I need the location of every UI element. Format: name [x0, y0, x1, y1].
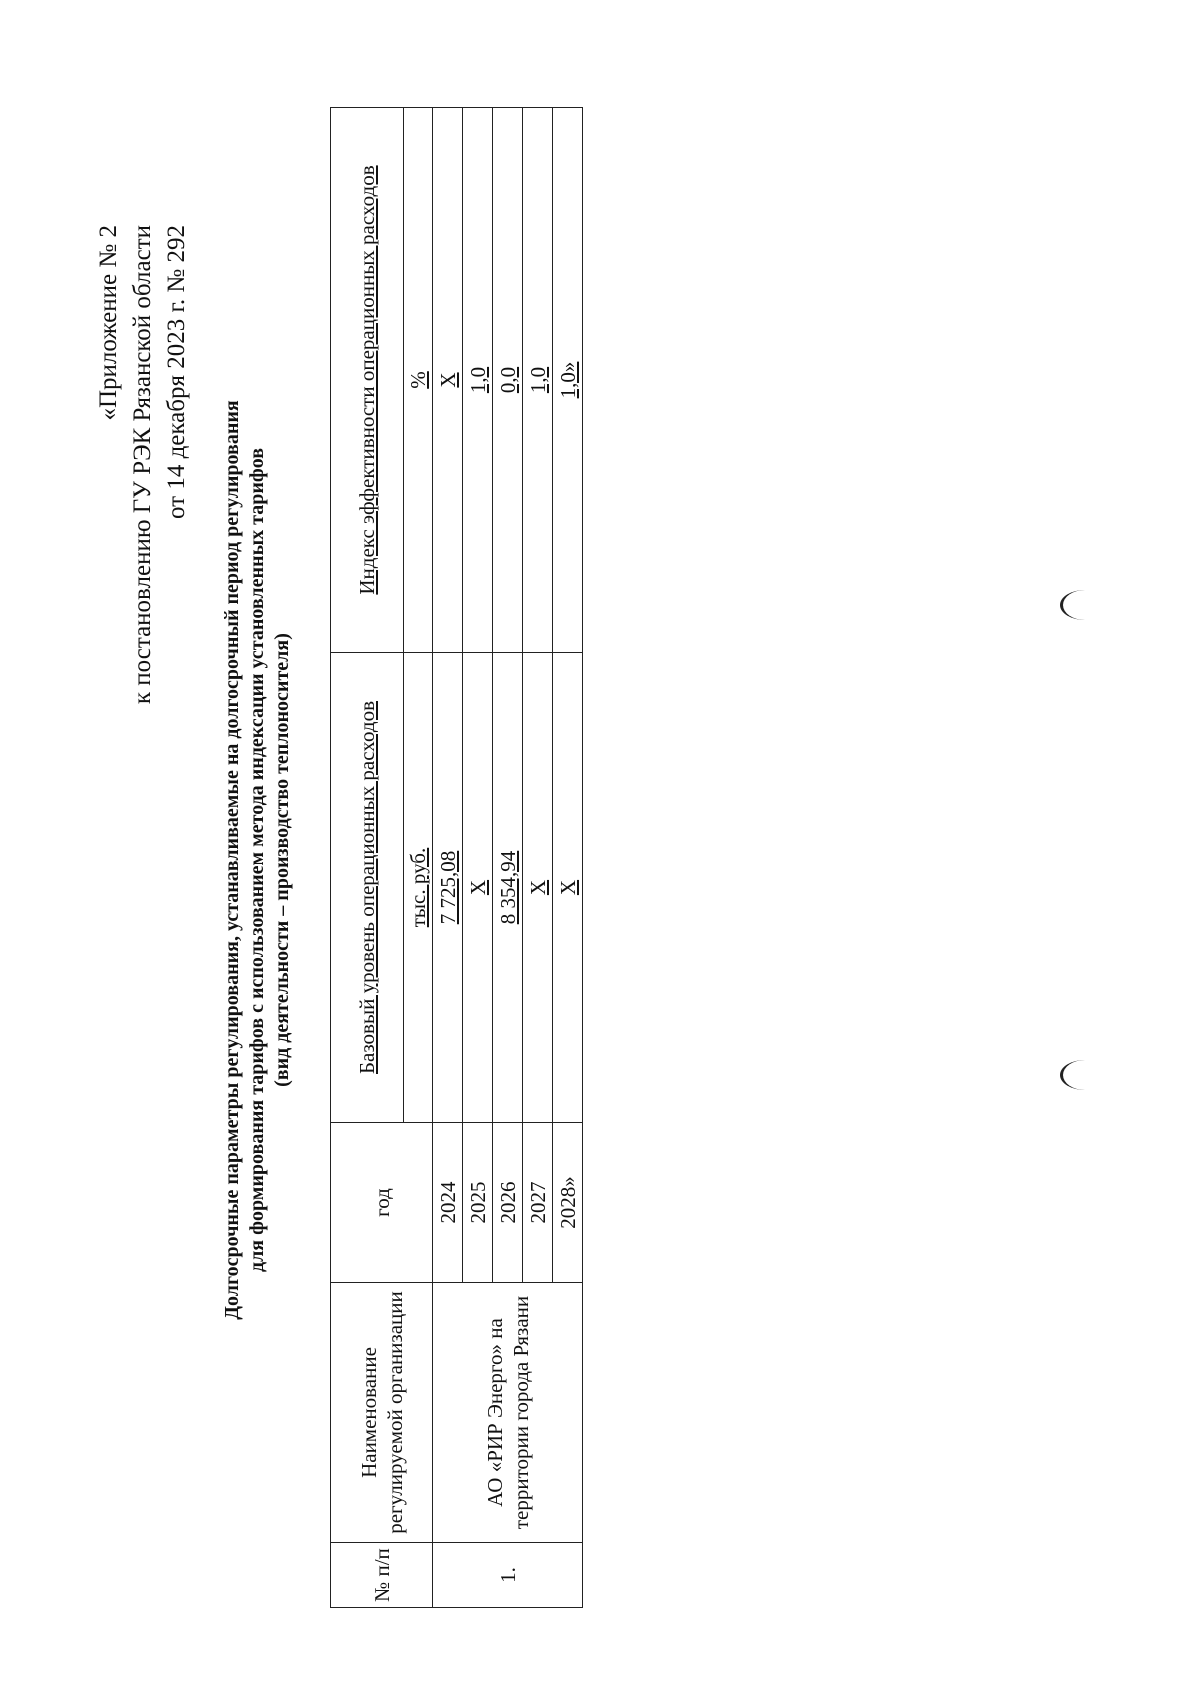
document-title	[220, 200, 295, 1520]
header-org: Наименование регулируемой организации	[331, 1283, 433, 1543]
cell-efficiency	[523, 108, 553, 653]
appendix-line-3: от 14 декабря 2023 г. № 292	[163, 225, 190, 520]
cell-base-level	[493, 653, 523, 1123]
cell-base-level	[433, 653, 463, 1123]
table-row	[433, 108, 463, 1608]
cell-base-level	[553, 653, 583, 1123]
header-num: № п/п	[331, 1543, 433, 1608]
title-line-1: Долгосрочные параметры регулирования, устанавливаемые на долгосрочный период регулирования	[221, 400, 243, 1320]
title-line-2: для формирования тарифов с использованием метода индексации установленных тарифов	[246, 447, 268, 1273]
cell-efficiency-text: 1,0	[525, 366, 550, 394]
parameters-table	[330, 107, 583, 1608]
cell-base-level-text: 8 354,94	[495, 850, 520, 925]
cell-efficiency-text: 0,0	[495, 366, 520, 394]
cell-base-level-text: Х	[555, 879, 580, 896]
cell-base-level-text: 7 725,08	[435, 850, 460, 925]
header-efficiency-text: Индекс эффективности операционных расходов	[355, 165, 379, 595]
appendix-line-1: «Приложение № 2	[95, 225, 122, 421]
cell-efficiency-text: Х	[435, 372, 460, 388]
appendix-line-2: к постановлению ГУ РЭК Рязанской области	[129, 225, 156, 705]
cell-efficiency	[433, 108, 463, 653]
header-base-level	[331, 653, 404, 1123]
cell-year: 2025	[463, 1123, 493, 1283]
unit-base-level	[404, 653, 433, 1123]
cell-base-level-text: Х	[525, 879, 550, 896]
cell-efficiency	[463, 108, 493, 653]
header-base-level-text: Базовый уровень операционных расходов	[355, 701, 379, 1074]
table-header-row	[331, 108, 404, 1608]
unit-efficiency	[404, 108, 433, 653]
cell-efficiency-text: 1,0	[465, 366, 490, 394]
cell-base-level	[463, 653, 493, 1123]
cell-efficiency	[493, 108, 523, 653]
cell-base-level	[523, 653, 553, 1123]
cell-org-name: АО «РИР Энерго» на территории города Рязани	[433, 1283, 583, 1543]
cell-year: 2027	[523, 1123, 553, 1283]
binder-hole-mark	[1060, 590, 1085, 620]
header-efficiency	[331, 108, 404, 653]
header-year: год	[331, 1123, 433, 1283]
cell-year: 2026	[493, 1123, 523, 1283]
appendix-header	[92, 225, 194, 925]
title-line-3: (вид деятельности – производство теплоносителя)	[271, 633, 293, 1087]
cell-efficiency-text: 1,0»	[555, 361, 580, 399]
cell-org-num: 1.	[433, 1543, 583, 1608]
binder-hole-mark	[1060, 1060, 1085, 1090]
unit-efficiency-text: %	[406, 371, 430, 389]
cell-year: 2028»	[553, 1123, 583, 1283]
cell-base-level-text: Х	[465, 879, 490, 896]
unit-base-level-text: тыс. руб.	[406, 847, 430, 928]
cell-year: 2024	[433, 1123, 463, 1283]
cell-efficiency	[553, 108, 583, 653]
